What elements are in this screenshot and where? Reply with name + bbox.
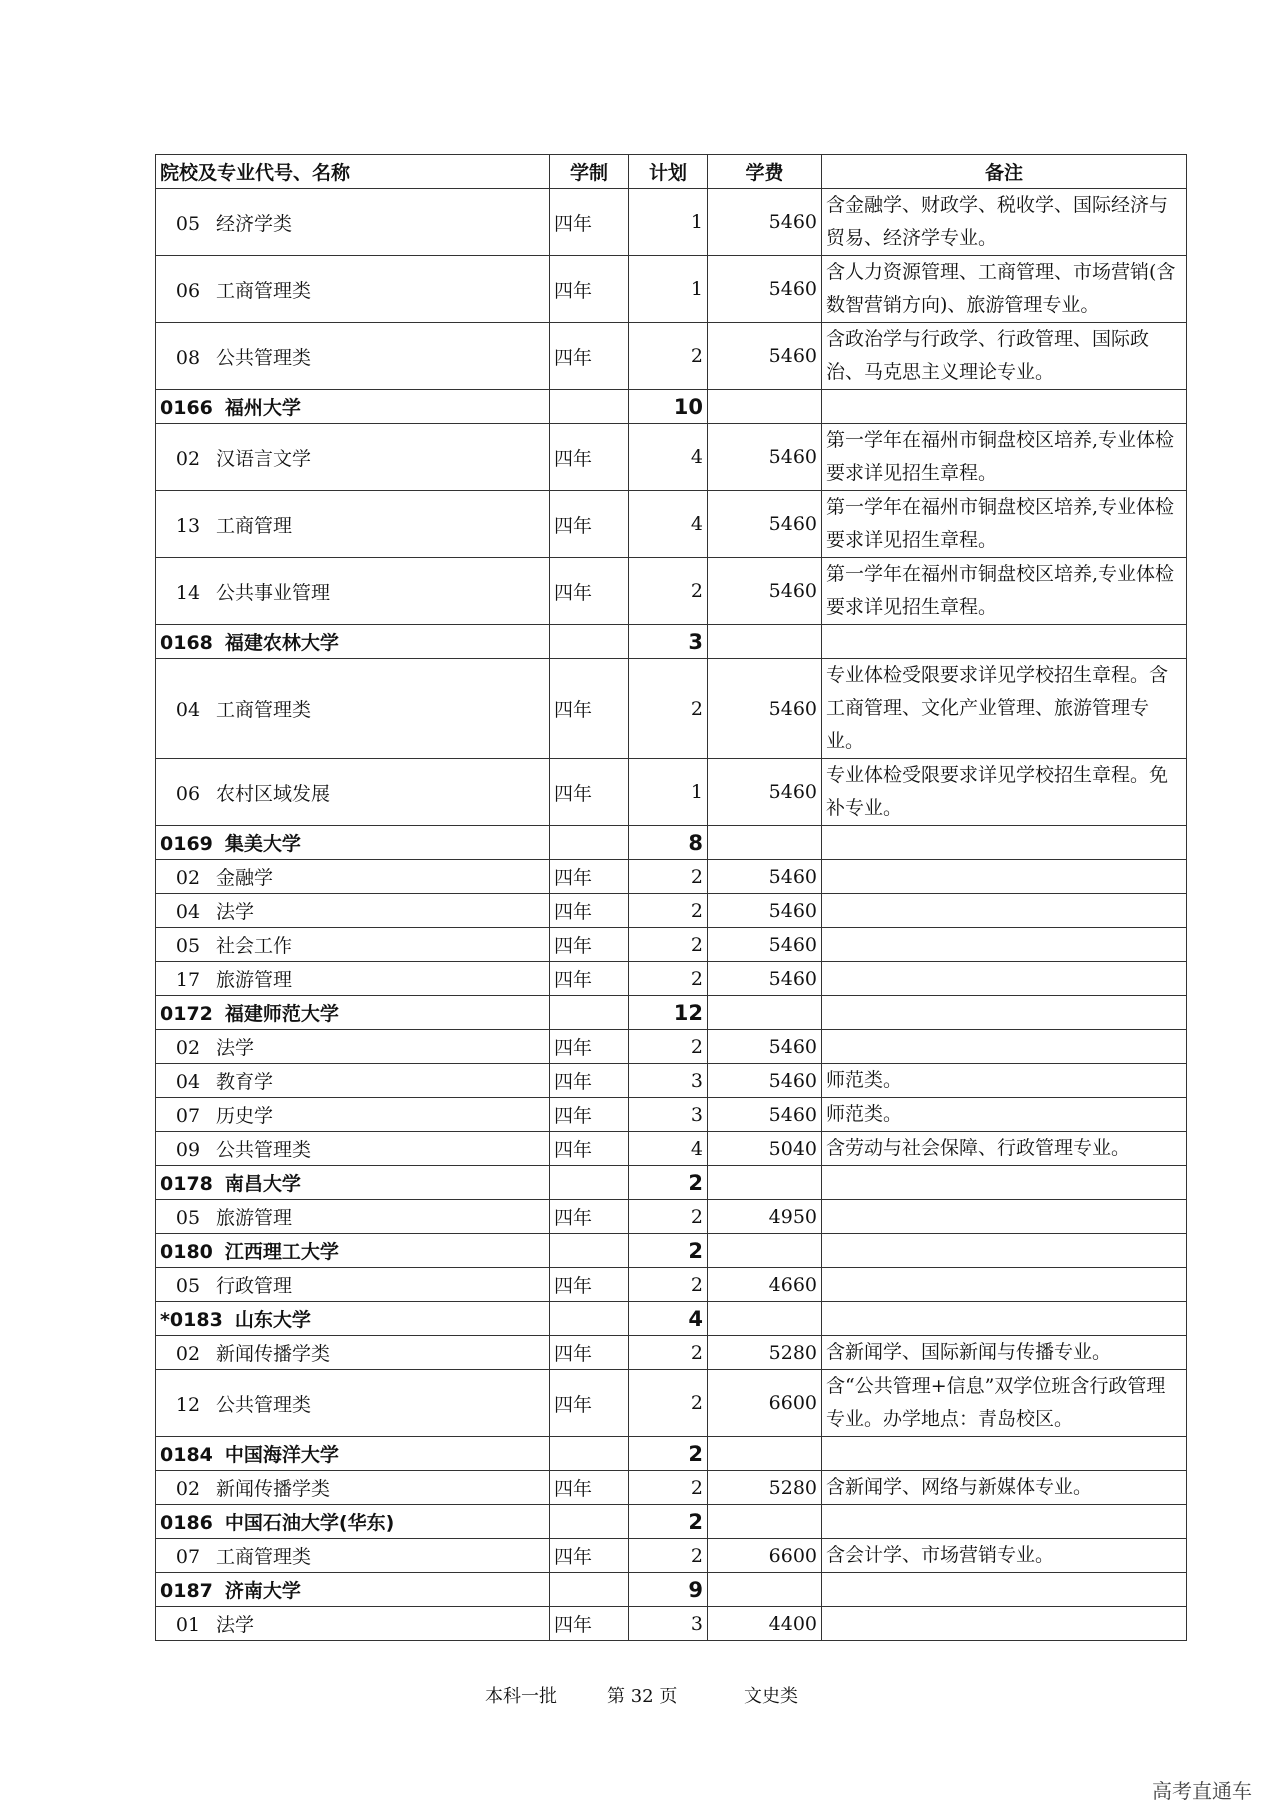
major-row: [156, 928, 1187, 962]
plan-count-cell: 3: [629, 1064, 708, 1098]
program-name-cell: [156, 928, 550, 962]
tuition-cell: 5460: [708, 928, 822, 962]
program-name-cell: [156, 390, 550, 424]
tuition-cell: [708, 1573, 822, 1607]
tuition-cell: 5460: [708, 491, 822, 558]
tuition-cell: 5460: [708, 1030, 822, 1064]
major-row: [156, 323, 1187, 390]
major-code: 06: [175, 782, 201, 805]
duration-cell: 四年: [550, 1132, 629, 1166]
major-name: 公共管理类: [216, 1393, 312, 1416]
duration-cell: 四年: [550, 1370, 629, 1437]
header-name: 院校及专业代号、名称: [156, 155, 550, 189]
major-name: 新闻传播学类: [216, 1343, 331, 1365]
remark-cell: 含会计学、市场营销专业。: [822, 1539, 1187, 1573]
header-note: 备注: [822, 155, 1187, 189]
program-name-cell: [156, 1336, 550, 1370]
program-name-cell: [156, 1471, 550, 1505]
remark-cell: [822, 1030, 1187, 1064]
program-name-cell: [156, 424, 550, 491]
major-code: 04: [175, 901, 201, 923]
major-name: 教育学: [216, 1071, 274, 1093]
tuition-cell: [708, 1234, 822, 1268]
major-row: [156, 860, 1187, 894]
tuition-cell: 6600: [708, 1370, 822, 1437]
program-name-cell: [156, 558, 550, 625]
remark-cell: [822, 928, 1187, 962]
major-code: 07: [175, 1105, 201, 1127]
tuition-cell: [708, 390, 822, 424]
major-name: 公共事业管理: [216, 581, 331, 604]
duration-cell: [550, 1573, 629, 1607]
duration-cell: [550, 1234, 629, 1268]
duration-cell: 四年: [550, 189, 629, 256]
tuition-cell: [708, 1302, 822, 1336]
remark-cell: 含人力资源管理、工商管理、市场营销(含数智营销方向)、旅游管理专业。: [822, 256, 1187, 323]
duration-cell: [550, 390, 629, 424]
tuition-cell: [708, 625, 822, 659]
major-row: [156, 1539, 1187, 1573]
major-row: [156, 491, 1187, 558]
duration-cell: [550, 1505, 629, 1539]
remark-cell: 专业体检受限要求详见学校招生章程。免补专业。: [822, 759, 1187, 826]
major-row: [156, 424, 1187, 491]
major-code: 05: [175, 1207, 201, 1229]
major-code: 04: [175, 699, 201, 721]
major-row: [156, 1370, 1187, 1437]
major-row: [156, 1200, 1187, 1234]
program-name-cell: [156, 826, 550, 860]
major-code: 02: [175, 447, 201, 470]
major-code: 02: [175, 1037, 201, 1059]
major-name: 行政管理: [216, 1275, 293, 1297]
university-code: *0183: [160, 1309, 223, 1331]
tuition-cell: 4950: [708, 1200, 822, 1234]
plan-count-cell: 2: [629, 1234, 708, 1268]
university-code: 0187: [160, 1580, 213, 1602]
remark-cell: 师范类。: [822, 1098, 1187, 1132]
tuition-cell: [708, 1166, 822, 1200]
major-row: [156, 1471, 1187, 1505]
major-name: 工商管理: [216, 514, 293, 537]
program-name-cell: [156, 625, 550, 659]
major-row: [156, 659, 1187, 759]
university-row: [156, 1234, 1187, 1268]
remark-cell: 含新闻学、国际新闻与传播专业。: [822, 1336, 1187, 1370]
program-name-cell: [156, 1573, 550, 1607]
watermark: 高考直通车: [1152, 1779, 1252, 1803]
duration-cell: 四年: [550, 1539, 629, 1573]
tuition-cell: 5460: [708, 1064, 822, 1098]
university-row: [156, 1166, 1187, 1200]
tuition-cell: 5460: [708, 323, 822, 390]
plan-count-cell: 2: [629, 962, 708, 996]
tuition-cell: 5460: [708, 894, 822, 928]
major-name: 工商管理类: [216, 699, 312, 721]
tuition-cell: 5460: [708, 1098, 822, 1132]
duration-cell: [550, 996, 629, 1030]
university-name: 福建农林大学: [224, 632, 339, 654]
major-code: 02: [175, 1343, 201, 1365]
program-name-cell: [156, 1166, 550, 1200]
plan-count-cell: 3: [629, 1098, 708, 1132]
program-name-cell: [156, 1607, 550, 1641]
duration-cell: 四年: [550, 1336, 629, 1370]
program-name-cell: [156, 1437, 550, 1471]
duration-cell: [550, 826, 629, 860]
remark-cell: [822, 390, 1187, 424]
plan-count-cell: 1: [629, 759, 708, 826]
major-code: 07: [175, 1546, 201, 1568]
university-name: 福建师范大学: [224, 1003, 339, 1025]
major-row: [156, 1336, 1187, 1370]
duration-cell: 四年: [550, 1268, 629, 1302]
program-name-cell: [156, 759, 550, 826]
tuition-cell: 5040: [708, 1132, 822, 1166]
major-name: 公共管理类: [216, 1139, 312, 1161]
program-name-cell: [156, 962, 550, 996]
major-name: 旅游管理: [216, 1207, 293, 1229]
tuition-cell: 6600: [708, 1539, 822, 1573]
major-name: 汉语言文学: [216, 447, 312, 470]
duration-cell: [550, 625, 629, 659]
university-code: 0168: [160, 632, 213, 654]
tuition-cell: 5280: [708, 1336, 822, 1370]
university-name: 集美大学: [224, 833, 301, 855]
remark-cell: [822, 1607, 1187, 1641]
program-name-cell: [156, 1200, 550, 1234]
duration-cell: [550, 1302, 629, 1336]
major-code: 13: [175, 514, 201, 537]
duration-cell: 四年: [550, 1030, 629, 1064]
remark-cell: [822, 860, 1187, 894]
program-name-cell: [156, 1064, 550, 1098]
major-name: 农村区域发展: [216, 782, 331, 805]
duration-cell: 四年: [550, 1064, 629, 1098]
tuition-cell: 5460: [708, 860, 822, 894]
program-name-cell: [156, 860, 550, 894]
university-row: [156, 625, 1187, 659]
major-row: [156, 759, 1187, 826]
major-row: [156, 1132, 1187, 1166]
plan-count-cell: 3: [629, 625, 708, 659]
university-code: 0186: [160, 1512, 213, 1534]
plan-count-cell: 4: [629, 491, 708, 558]
plan-count-cell: 9: [629, 1573, 708, 1607]
remark-cell: 第一学年在福州市铜盘校区培养,专业体检要求详见招生章程。: [822, 491, 1187, 558]
program-name-cell: [156, 491, 550, 558]
program-name-cell: [156, 1370, 550, 1437]
major-name: 法学: [216, 1037, 255, 1059]
plan-count-cell: 2: [629, 1200, 708, 1234]
plan-count-cell: 2: [629, 1166, 708, 1200]
tuition-cell: 5460: [708, 558, 822, 625]
major-row: [156, 894, 1187, 928]
duration-cell: 四年: [550, 928, 629, 962]
major-code: 02: [175, 867, 201, 889]
duration-cell: 四年: [550, 323, 629, 390]
program-name-cell: [156, 996, 550, 1030]
major-code: 12: [175, 1393, 201, 1416]
duration-cell: 四年: [550, 962, 629, 996]
university-row: [156, 390, 1187, 424]
program-name-cell: [156, 894, 550, 928]
duration-cell: 四年: [550, 860, 629, 894]
university-name: 中国石油大学(华东): [224, 1512, 395, 1534]
major-code: 04: [175, 1071, 201, 1093]
university-row: [156, 1505, 1187, 1539]
major-code: 09: [175, 1139, 201, 1161]
plan-count-cell: 2: [629, 1268, 708, 1302]
remark-cell: 含劳动与社会保障、行政管理专业。: [822, 1132, 1187, 1166]
program-name-cell: [156, 1098, 550, 1132]
major-code: 05: [175, 935, 201, 957]
header-years: 学制: [550, 155, 629, 189]
major-row: [156, 189, 1187, 256]
remark-cell: [822, 625, 1187, 659]
program-name-cell: [156, 1539, 550, 1573]
major-row: [156, 558, 1187, 625]
plan-count-cell: 2: [629, 558, 708, 625]
plan-count-cell: 2: [629, 1370, 708, 1437]
remark-cell: 含金融学、财政学、税收学、国际经济与贸易、经济学专业。: [822, 189, 1187, 256]
duration-cell: 四年: [550, 1607, 629, 1641]
tuition-cell: 4660: [708, 1268, 822, 1302]
plan-count-cell: 2: [629, 323, 708, 390]
tuition-cell: 5460: [708, 424, 822, 491]
major-name: 法学: [216, 1614, 255, 1636]
remark-cell: [822, 826, 1187, 860]
tuition-cell: [708, 996, 822, 1030]
major-name: 法学: [216, 901, 255, 923]
major-name: 公共管理类: [216, 346, 312, 369]
remark-cell: [822, 1268, 1187, 1302]
university-code: 0180: [160, 1241, 213, 1263]
major-name: 工商管理类: [216, 279, 312, 302]
major-row: [156, 1064, 1187, 1098]
program-name-cell: [156, 189, 550, 256]
major-row: [156, 962, 1187, 996]
duration-cell: 四年: [550, 1200, 629, 1234]
university-row: [156, 1302, 1187, 1336]
plan-count-cell: 12: [629, 996, 708, 1030]
plan-count-cell: 4: [629, 1132, 708, 1166]
plan-count-cell: 2: [629, 1505, 708, 1539]
duration-cell: 四年: [550, 1098, 629, 1132]
major-code: 05: [175, 1275, 201, 1297]
university-row: [156, 1573, 1187, 1607]
header-plan: 计划: [629, 155, 708, 189]
major-code: 05: [175, 212, 201, 235]
university-name: 山东大学: [234, 1309, 311, 1331]
program-name-cell: [156, 1505, 550, 1539]
duration-cell: 四年: [550, 491, 629, 558]
university-row: [156, 826, 1187, 860]
remark-cell: [822, 1505, 1187, 1539]
tuition-cell: 5460: [708, 759, 822, 826]
remark-cell: [822, 1437, 1187, 1471]
plan-count-cell: 2: [629, 894, 708, 928]
footer-page-number: 第 32 页: [607, 1686, 678, 1707]
program-name-cell: [156, 1268, 550, 1302]
major-name: 社会工作: [216, 935, 293, 957]
university-row: [156, 996, 1187, 1030]
remark-cell: [822, 1573, 1187, 1607]
duration-cell: [550, 1166, 629, 1200]
duration-cell: 四年: [550, 424, 629, 491]
remark-cell: [822, 1302, 1187, 1336]
major-code: 06: [175, 279, 201, 302]
major-row: [156, 1607, 1187, 1641]
duration-cell: [550, 1437, 629, 1471]
plan-count-cell: 1: [629, 256, 708, 323]
program-name-cell: [156, 1234, 550, 1268]
plan-count-cell: 4: [629, 1302, 708, 1336]
program-name-cell: [156, 659, 550, 759]
major-name: 金融学: [216, 867, 274, 889]
university-name: 福州大学: [224, 397, 301, 419]
remark-cell: [822, 1234, 1187, 1268]
university-name: 中国海洋大学: [224, 1444, 339, 1466]
table-body: [156, 189, 1187, 1641]
remark-cell: 师范类。: [822, 1064, 1187, 1098]
duration-cell: 四年: [550, 759, 629, 826]
tuition-cell: [708, 1505, 822, 1539]
major-name: 历史学: [216, 1105, 274, 1127]
duration-cell: 四年: [550, 1471, 629, 1505]
university-name: 南昌大学: [224, 1173, 301, 1195]
remark-cell: 专业体检受限要求详见学校招生章程。含工商管理、文化产业管理、旅游管理专业。: [822, 659, 1187, 759]
plan-count-cell: 3: [629, 1607, 708, 1641]
remark-cell: [822, 1166, 1187, 1200]
remark-cell: 第一学年在福州市铜盘校区培养,专业体检要求详见招生章程。: [822, 558, 1187, 625]
major-code: 14: [175, 581, 201, 604]
major-code: 08: [175, 346, 201, 369]
program-name-cell: [156, 1302, 550, 1336]
program-name-cell: [156, 323, 550, 390]
university-code: 0169: [160, 833, 213, 855]
major-row: [156, 1098, 1187, 1132]
tuition-cell: [708, 826, 822, 860]
plan-count-cell: 2: [629, 1030, 708, 1064]
tuition-cell: 5460: [708, 659, 822, 759]
remark-cell: [822, 894, 1187, 928]
major-row: [156, 1030, 1187, 1064]
plan-count-cell: 2: [629, 1336, 708, 1370]
plan-count-cell: 2: [629, 1539, 708, 1573]
plan-count-cell: 2: [629, 860, 708, 894]
tuition-cell: [708, 1437, 822, 1471]
remark-cell: 含新闻学、网络与新媒体专业。: [822, 1471, 1187, 1505]
university-row: [156, 1437, 1187, 1471]
remark-cell: 含政治学与行政学、行政管理、国际政治、马克思主义理论专业。: [822, 323, 1187, 390]
major-code: 01: [175, 1614, 201, 1636]
major-name: 工商管理类: [216, 1546, 312, 1568]
major-name: 新闻传播学类: [216, 1478, 331, 1500]
plan-count-cell: 10: [629, 390, 708, 424]
duration-cell: 四年: [550, 256, 629, 323]
major-code: 02: [175, 1478, 201, 1500]
plan-count-cell: 2: [629, 928, 708, 962]
tuition-cell: 5460: [708, 962, 822, 996]
remark-cell: [822, 1200, 1187, 1234]
program-name-cell: [156, 1132, 550, 1166]
tuition-cell: 5460: [708, 256, 822, 323]
plan-count-cell: 2: [629, 659, 708, 759]
university-code: 0178: [160, 1173, 213, 1195]
major-code: 17: [175, 969, 201, 991]
tuition-cell: 5460: [708, 189, 822, 256]
remark-cell: [822, 962, 1187, 996]
tuition-cell: 4400: [708, 1607, 822, 1641]
admission-plan-table: [155, 154, 1187, 1641]
major-row: [156, 256, 1187, 323]
university-code: 0184: [160, 1444, 213, 1466]
major-name: 旅游管理: [216, 969, 293, 991]
plan-count-cell: 8: [629, 826, 708, 860]
plan-count-cell: 4: [629, 424, 708, 491]
footer-batch: 本科一批: [485, 1686, 557, 1707]
program-name-cell: [156, 1030, 550, 1064]
footer-category: 文史类: [744, 1686, 798, 1707]
table-header-row: [156, 155, 1187, 189]
university-name: 江西理工大学: [224, 1241, 339, 1263]
university-name: 济南大学: [224, 1580, 301, 1602]
duration-cell: 四年: [550, 558, 629, 625]
duration-cell: 四年: [550, 894, 629, 928]
program-name-cell: [156, 256, 550, 323]
remark-cell: [822, 996, 1187, 1030]
header-fee: 学费: [708, 155, 822, 189]
tuition-cell: 5280: [708, 1471, 822, 1505]
remark-cell: 第一学年在福州市铜盘校区培养,专业体检要求详见招生章程。: [822, 424, 1187, 491]
plan-count-cell: 2: [629, 1471, 708, 1505]
plan-count-cell: 2: [629, 1437, 708, 1471]
major-name: 经济学类: [216, 212, 293, 235]
university-code: 0166: [160, 397, 213, 419]
duration-cell: 四年: [550, 659, 629, 759]
university-code: 0172: [160, 1003, 213, 1025]
plan-count-cell: 1: [629, 189, 708, 256]
remark-cell: 含“公共管理+信息”双学位班含行政管理专业。办学地点：青岛校区。: [822, 1370, 1187, 1437]
major-row: [156, 1268, 1187, 1302]
